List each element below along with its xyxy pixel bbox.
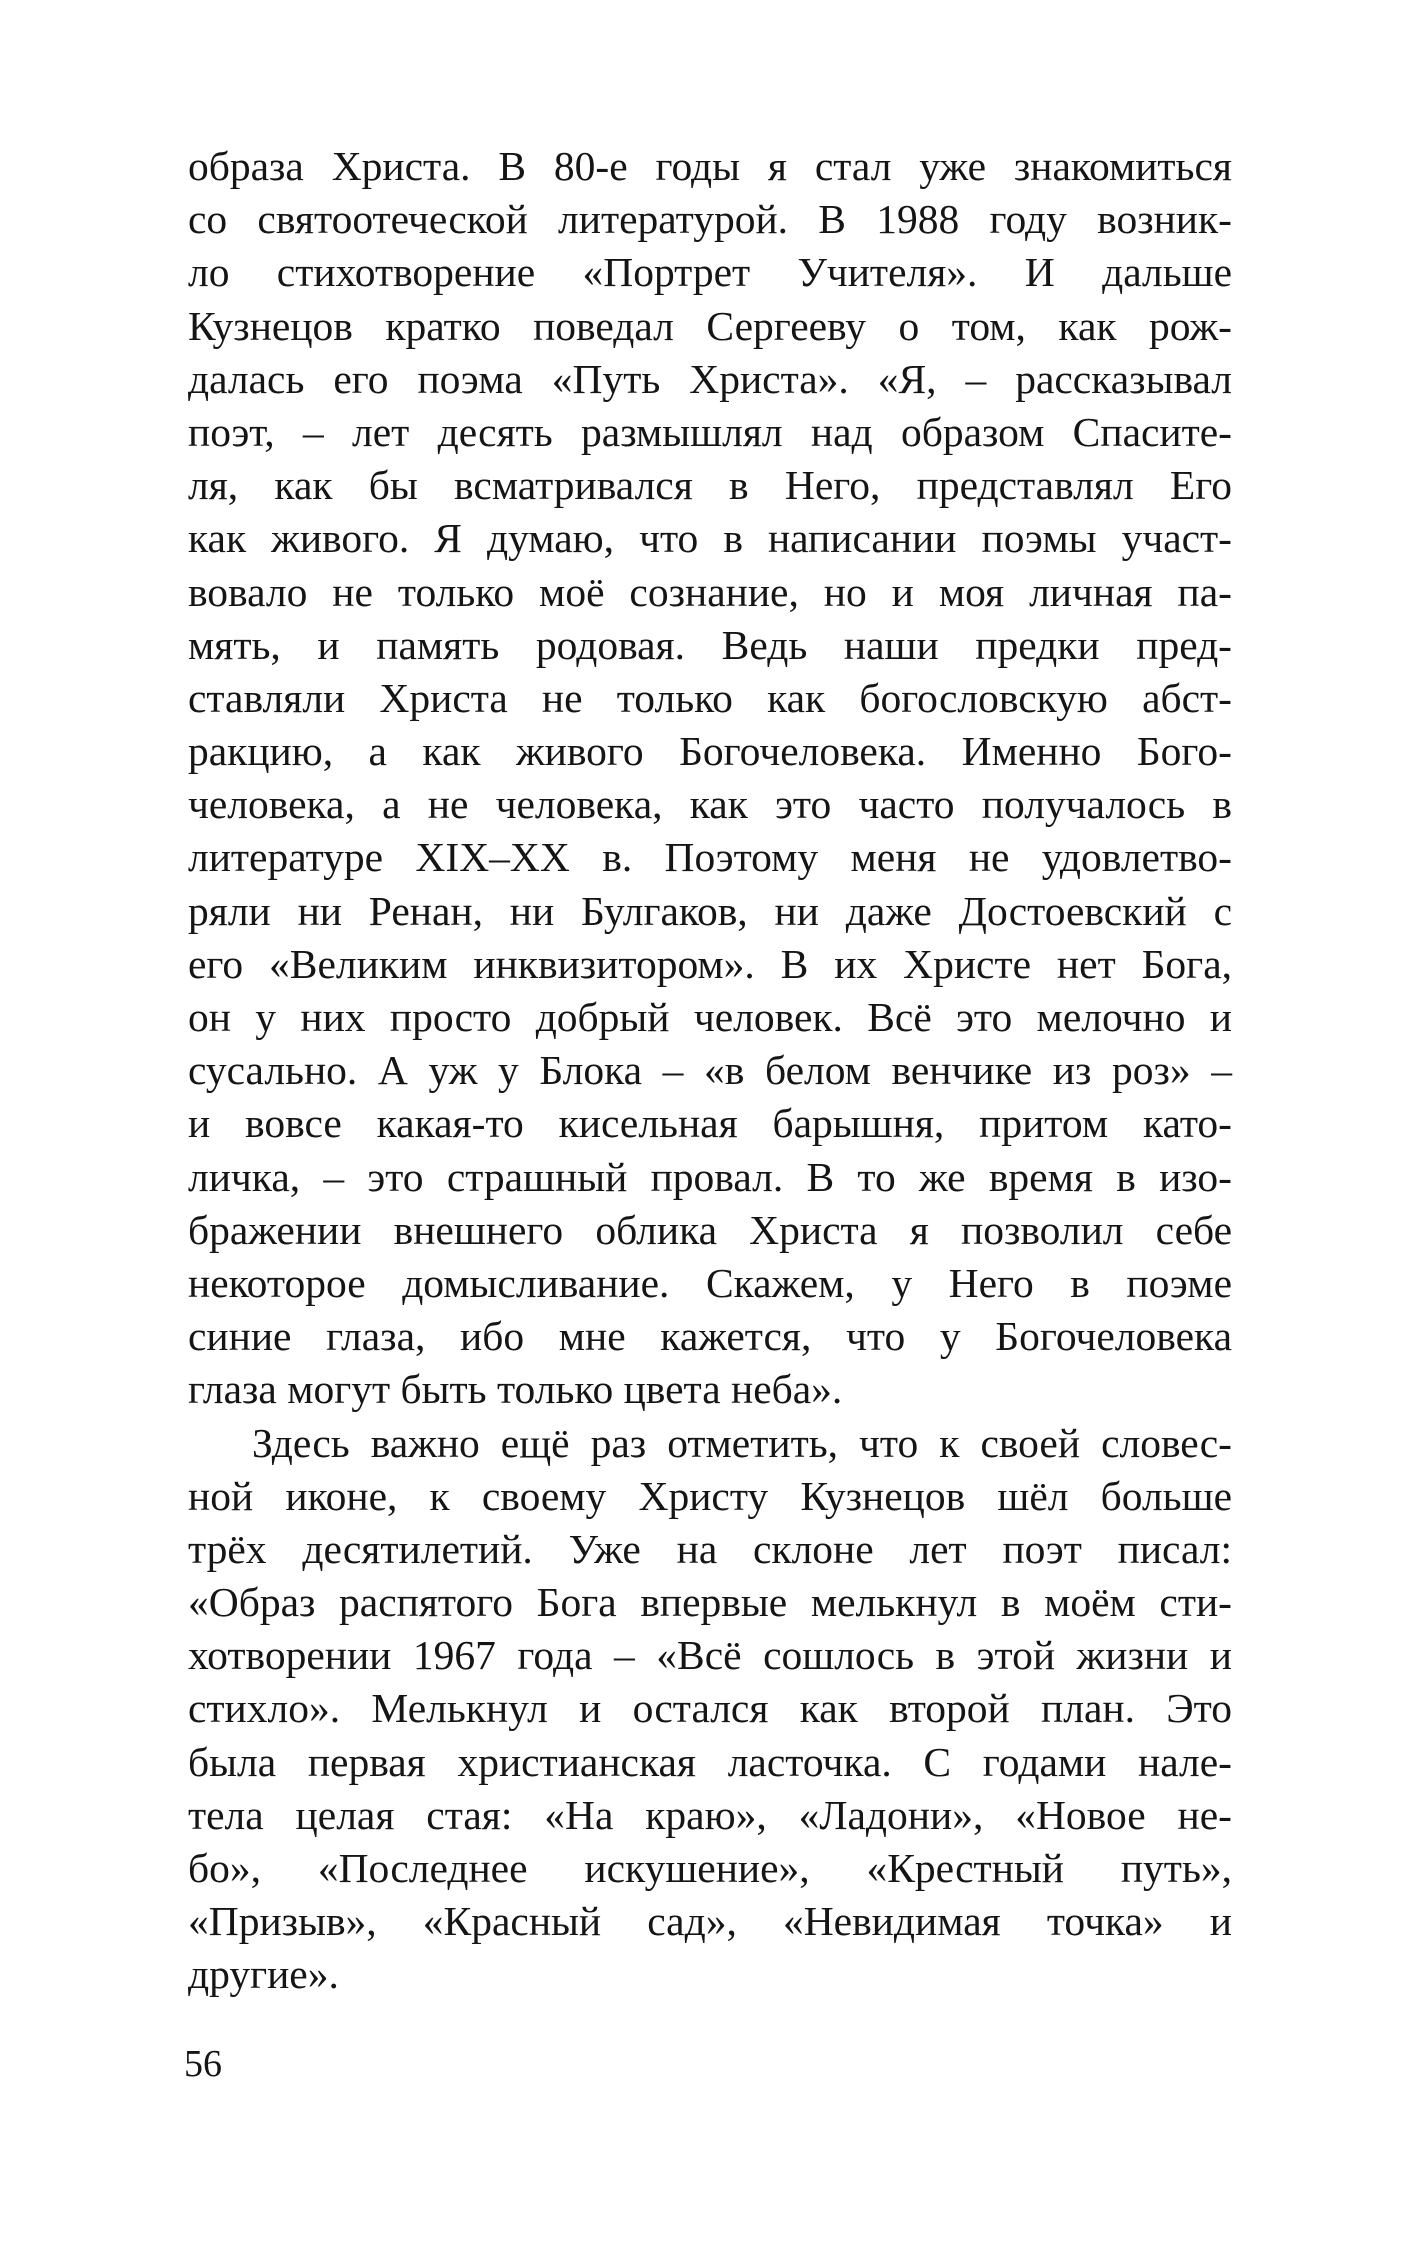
text-line: бражении внешнего облика Христа я позволил себе <box>188 1206 1232 1253</box>
text-line: «Образ распятого Бога впервые мелькнул в моём сти- <box>188 1579 1232 1626</box>
body-text <box>188 140 1232 2002</box>
paragraph <box>188 1417 1232 2002</box>
text-line: личка, – это страшный провал. В то же время в изо- <box>188 1153 1232 1200</box>
text-line: человека, а не человека, как это часто получалось в <box>188 781 1232 828</box>
text-line: и вовсе какая-то кисельная барышня, притом като- <box>188 1100 1232 1147</box>
text-line: трёх десятилетий. Уже на склоне лет поэт писал: <box>188 1525 1232 1572</box>
text-line: ряли ни Ренан, ни Булгаков, ни даже Достоевский с <box>188 887 1232 934</box>
text-line: ставляли Христа не только как богословскую абст- <box>188 674 1232 721</box>
text-line: ля, как бы всматривался в Него, представлял Его <box>188 462 1232 509</box>
text-line: далась его поэма «Путь Христа». «Я, – рассказывал <box>188 355 1232 402</box>
text-line: его «Великим инквизитором». В их Христе нет Бога, <box>188 940 1232 987</box>
text-line: Кузнецов кратко поведал Сергееву о том, как рож- <box>188 302 1232 349</box>
text-line: Здесь важно ещё раз отметить, что к своей словес- <box>252 1419 1232 1466</box>
text-line: сусально. А уж у Блока – «в белом венчике из роз» – <box>188 1047 1232 1094</box>
text-line: ной иконе, к своему Христу Кузнецов шёл больше <box>188 1472 1232 1519</box>
text-line: ракцию, а как живого Богочеловека. Именно Бого- <box>188 728 1232 775</box>
text-line: ло стихотворение «Портрет Учителя». И дальше <box>188 249 1232 296</box>
text-line: мять, и память родовая. Ведь наши предки пред- <box>188 621 1232 668</box>
page-number: 56 <box>184 2043 222 2085</box>
text-line: бо», «Последнее искушение», «Крестный путь», <box>188 1845 1232 1891</box>
text-line: хотворении 1967 года – «Всё сошлось в этой жизни и <box>188 1632 1232 1679</box>
text-line: как живого. Я думаю, что в написании поэмы участ- <box>188 515 1232 562</box>
text-line: была первая христианская ласточка. С годами нале- <box>188 1738 1232 1785</box>
text-line: «Призыв», «Красный сад», «Невидимая точка» и <box>188 1898 1232 1945</box>
text-line: поэт, – лет десять размышлял над образом Спасите- <box>188 408 1232 455</box>
text-line: другие». <box>188 1951 339 1998</box>
text-line: синие глаза, ибо мне кажется, что у Богочеловека <box>188 1313 1232 1360</box>
text-line: он у них просто добрый человек. Всё это мелочно и <box>188 994 1232 1040</box>
text-line: образа Христа. В 80-е годы я стал уже знакомиться <box>188 143 1232 189</box>
text-line: вовало не только моё сознание, но и моя личная па- <box>188 568 1232 615</box>
text-line: со святоотеческой литературой. В 1988 году возник- <box>188 196 1232 243</box>
text-line: некоторое домысливание. Скажем, у Него в поэме <box>188 1259 1232 1306</box>
text-line: тела целая стая: «На краю», «Ладони», «Новое не- <box>188 1791 1232 1838</box>
text-line: литературе XIX–XX в. Поэтому меня не удовлетво- <box>188 834 1232 881</box>
text-line: глаза могут быть только цвета неба». <box>188 1366 843 1413</box>
paragraph <box>188 140 1232 1417</box>
text-line: стихло». Мелькнул и остался как второй план. Это <box>188 1685 1232 1732</box>
